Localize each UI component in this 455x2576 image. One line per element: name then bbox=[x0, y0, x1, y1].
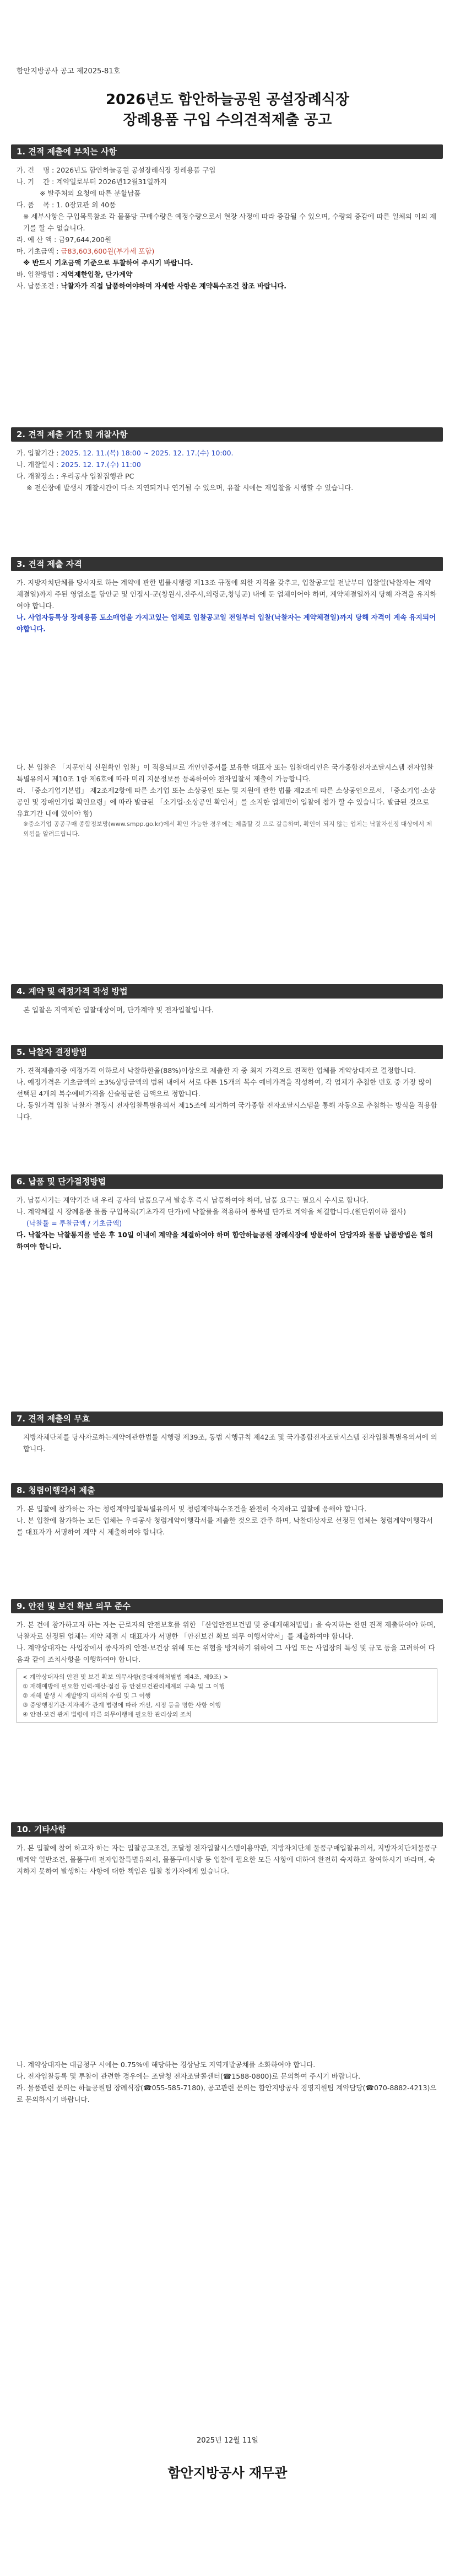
qualification-na: 나. 사업자등록상 장례용품 도소매업을 가지고있는 업체로 입찰공고일 전일부터 입찰(낙찰자는 계약체결일)까지 당해 자격이 계속 유지되어야합니다. bbox=[17, 613, 436, 633]
section-4: 4. 계약 및 예정가격 작성 방법 본 입찰은 지역제한 입찰대상이며, 단가계약 및 전자입찰입니다. bbox=[11, 984, 443, 1016]
section-8: 8. 청렴이행각서 제출 가. 본 입찰에 참가하는 자는 청렴계약입찰특별유의서 및 청렴계약특수조건을 완전히 숙지하고 입찰에 응해야 합니다. 나. 본 입찰에 참가하는 모든 업체는 우리공사 청렴계약이행각서를 제출한 것으로 간주 하며, 낙찰대상자로 선정된 업체는 청렴계약이행각서를 대표자가 서명하여 계약 시 제출하여야 합니다. bbox=[11, 1483, 443, 1538]
section-10: 10. 기타사항 가. 본 입찰에 참여 하고자 하는 자는 입찰공고조건, 조달청 전자입찰시스템이용약관, 지방자치단체 물품구매입찰유의서, 지방자치단체물품구매계약 일반조건, 물품구매 전자입찰특별유의서, 물품구매시방 등 입찰에 필요한 모든 사항에 대하여 완전히 숙지하고 참여하시기 바라며, 숙지하지 못하여 발생하는 사항에 대한 책임은 입찰 참가자에게 있습니다. 나. 계약상대자는 대금청구 시에는 0.75%에 해당하는 경상남도 지역개발공채를 소화하여야 합니다. 다. 전자입찰등록 및 투찰이 관련한 경우에는 조달청 전자조달콜센터(☎1588-0800)로 문의하여 주시기 바랍니다. 라. 물품관련 문의는 하늘공원팀 장례식장(☎055-585-7180), 공고관련 문의는 함안지방공사 경영지원팀 계약담당(☎070-8882-4213)으로 문의하시기 바랍니다. bbox=[11, 1822, 443, 2105]
section-3-heading: 3. 견적 제출 자격 bbox=[11, 557, 443, 571]
section-1-heading: 1. 견적 제출에 부치는 사항 bbox=[11, 144, 443, 159]
page-title-line1: 2026년도 함안하늘공원 공설장례식장 bbox=[105, 92, 350, 108]
section-2-heading: 2. 견적 제출 기간 및 개찰사항 bbox=[11, 427, 443, 442]
base-amount: 금83,603,600원(부가세 포함) bbox=[61, 247, 155, 255]
safety-obligations-box: < 계약상대자의 안전 및 보건 확보 의무사항(중대재해처벌법 제4조, 제9조) > ① 재해예방에 필요한 인력·예산·점검 등 안전보건관리체계의 구축 및 그 이행 ② 재해 발생 시 재발방지 대책의 수립 및 그 이행 ③ 중앙행정기관·지자체가 관계 법령에 따라 개선, 시정 등을 명한 사항 이행 ④ 안전·보건 관계 법령에 따른 의무이행에 필요한 관리상의 조치 bbox=[17, 1668, 437, 1723]
section-6-heading: 6. 납품 및 단가결정방법 bbox=[11, 1174, 443, 1189]
bid-rate-formula: (낙찰률 = 투찰금액 / 기초금액) bbox=[26, 1219, 122, 1227]
page-title-line2: 장례용품 구입 수의견적제출 공고 bbox=[123, 112, 332, 128]
budget-amount: 금97,644,200원 bbox=[58, 235, 112, 244]
section-9-heading: 9. 안전 및 보건 확보 의무 준수 bbox=[11, 1599, 443, 1613]
section-10-heading: 10. 기타사항 bbox=[11, 1822, 443, 1837]
section-5: 5. 낙찰자 결정방법 가. 견적제출자중 예정가격 이하로서 낙찰하한율(88%)이상으로 제출한 자 중 최저 가격으로 견적한 업체를 계약상대자로 결정합니다. 나. 예정가격은 기초금액의 ±3%상당금액의 범위 내에서 서로 다른 15개의 복수 예비가격을 작성하여, 각 업체가 추첨한 번호 중 가장 많이 선택된 4개의 복수예비가격을 산술평균한 금액으로 정합니다. 다. 동일가격 입찰 낙찰자 결정시 전자입찰특별유의서 제15조에 의거하여 국가종합 전자조달시스템을 통해 자동으로 추첨하는 방식을 적용합니다. bbox=[11, 1045, 443, 1123]
opening-datetime: 2025. 12. 17.(수) 11:00 bbox=[61, 460, 141, 469]
section-4-heading: 4. 계약 및 예정가격 작성 방법 bbox=[11, 984, 443, 999]
bid-period: 2025. 12. 11.(목) 18:00 ~ 2025. 12. 17.(수) 10:00. bbox=[61, 449, 234, 457]
section-7-heading: 7. 견적 제출의 무효 bbox=[11, 1412, 443, 1426]
document-number: 함안지방공사 공고 제2025-81호 bbox=[17, 67, 121, 76]
bid-method: 지역제한입찰, 단가계약 bbox=[61, 270, 133, 278]
section-6: 6. 납품 및 단가결정방법 가. 납품시기는 계약기간 내 우리 공사의 납품요구서 발송후 즉시 납품하여야 하며, 납품 요구는 필요시 수시로 합니다. 나. 계약체결 시 장례용품 물품 구입목록(기초가격 단가)에 낙찰률을 적용하여 품목별 단가로 계약을 체결합니다.(원단위이하 절사) (낙찰률 = 투찰금액 / 기초금액) 다. 낙찰자는 낙찰통지를 받은 후 10일 이내에 계약을 체결하여야 하며 함안하늘공원 장례식장에 방문하여 담당자와 물품 납품방법은 협의하여야 합니다. bbox=[11, 1174, 443, 1252]
section-3: 3. 견적 제출 자격 가. 지방자치단체를 당사자로 하는 계약에 관한 법률시행령 제13조 규정에 의한 자격을 갖추고, 입찰공고일 전날부터 입찰일(낙찰자는 계약체결일)까지 주된 영업소를 함안군 및 인접시·군(창원시,진주시,의령군,창녕군) 내에 둔 업체이어야 하며, 계약체결일까지 당해 자격을 유지하여야 합니다. 나. 사업자등록상 장례용품 도소매업을 가지고있는 업체로 입찰공고일 전일부터 입찰(낙찰자는 계약체결일)까지 당해 자격이 계속 유지되어야합니다. 다. 본 입찰은 「지문인식 신원확인 입찰」이 적용되므로 개인인증서를 보유한 대표자 또는 입찰대리인은 국가종합전자조달시스템 전자입찰특별유의서 제10조 1항 제6호에 따라 미리 지문정보를 등록하여야 전자입찰서 제출이 가능합니다. 라. 「중소기업기본법」 제2조제2항에 따른 소기업 또는 소상공인 또는 및 지원에 관한 법률 제2조에 따른 소상공인으로서, 「중소기업·소상공인 및 장애인기업 확인요령」에 따라 발급된 「소기업·소상공인 확인서」를 소지한 업체만이 입찰에 참가 할 수 있습니다. 발급된 것으로 유효기간 내에 있어야 함) ※중소기업 공공구매 종합정보망(www.smpp.go.kr)에서 확인 가능한 경우에는 제출할 것 으로 갈음하며, 확인이 되지 않는 업체는 낙찰자선정 대상에서 제외됨을 알려드립니다. bbox=[11, 557, 443, 839]
contract-period: 계약일로부터 2026년12월31일까지 bbox=[56, 178, 167, 186]
delivery-terms: 낙찰자가 직접 납품하여야하며 자세한 사항은 계약특수조건 참조 바랍니다. bbox=[61, 282, 287, 290]
opening-place: 우리공사 입찰집행관 PC bbox=[61, 472, 134, 480]
issuer-signature: 함안지방공사 재무관 bbox=[167, 2465, 288, 2481]
notice-date: 2025년 12월 11일 bbox=[196, 2437, 259, 2445]
product-list: 1. 0장묘관 외 40품 bbox=[56, 201, 116, 209]
section-9: 9. 안전 및 보건 확보 의무 준수 가. 본 건에 참가하고자 하는 자는 근로자의 안전보호를 위한 「산업안전보건법 및 중대재해처벌법」을 숙지하는 한편 견적 제출하여야 하며, 낙찰자로 선정된 업체는 계약 체결 시 대표자가 서명한 「안전보건 확보 의무 이행서약서」를 제출하여야 합니다. 나. 계약상대자는 사업장에서 종사자의 안전·보건상 위해 또는 위험을 방지하기 위하여 그 사업 또는 사업장의 특성 및 규모 등을 고려하여 다음과 같이 조치사항을 이행하여야 합니다. < 계약상대자의 안전 및 보건 확보 의무사항(중대재해처벌법 제4조, 제9조) > ① 재해예방에 필요한 인력·예산·점검 등 안전보건관리체계의 구축 및 그 이행 ② 재해 발생 시 재발방지 대책의 수립 및 그 이행 ③ 중앙행정기관·지자체가 관계 법령에 따라 개선, 시정 등을 명한 사항 이행 ④ 안전·보건 관계 법령에 따른 의무이행에 필요한 관리상의 조치 bbox=[11, 1599, 443, 1723]
qualification-ra: 라. 「중소기업기본법」 제2조제2항에 따른 소기업 또는 소상공인 또는 및 지원에 관한 법률 제2조에 따른 소상공인으로서, 「중소기업·소상공인 및 장애인기업 확인요령」에 따라 발급된 「소기업·소상공인 확인서」를 소지한 업체만이 입찰에 참가 할 수 있습니다. 발급된 것으로 유효기간 내에 있어야 함) bbox=[17, 786, 436, 818]
section-7: 7. 견적 제출의 무효 지방자체단체를 당사자로하는계약에관한법률 시행령 제39조, 동법 시행규칙 제42조 및 국가종합전자조달시스템 전자입찰특별유의서에 의합니다. bbox=[11, 1412, 443, 1455]
section-8-heading: 8. 청렴이행각서 제출 bbox=[11, 1483, 443, 1498]
qualification-ga: 가. 지방자치단체를 당사자로 하는 계약에 관한 법률시행령 제13조 규정에 의한 자격을 갖추고, 입찰공고일 전날부터 입찰일(낙찰자는 계약체결일)까지 주된 영업소를 함안군 및 인접시·군(창원시,진주시,의령군,창녕군) 내에 둔 업체이어야 하며, 계약체결일까지 당해 자격을 유지하여야 합니다. bbox=[17, 578, 437, 610]
qualification-da: 다. 본 입찰은 「지문인식 신원확인 입찰」이 적용되므로 개인인증서를 보유한 대표자 또는 입찰대리인은 국가종합전자조달시스템 전자입찰특별유의서 제10조 1항 제6호에 따라 미리 지문정보를 등록하여야 전자입찰서 제출이 가능합니다. bbox=[17, 763, 434, 783]
item-name: 2026년도 함안하늘공원 공설장례식장 장례용품 구입 bbox=[56, 166, 216, 174]
section-5-heading: 5. 낙찰자 결정방법 bbox=[11, 1045, 443, 1059]
section-2: 2. 견적 제출 기간 및 개찰사항 가. 입찰기간 : 2025. 12. 11.(목) 18:00 ~ 2025. 12. 17.(수) 10:00. 나. 개찰일시 : 2025. 12. 17.(수) 11:00 다. 개찰장소 : 우리공사 입찰집행관 PC ※ 전산장애 발생시 개찰시간이 다소 지연되거나 연기될 수 있으며, 유찰 시에는 재입찰을 시행할 수 있습니다. bbox=[11, 427, 443, 493]
section-1: 1. 견적 제출에 부치는 사항 가. 건 명 : 2026년도 함안하늘공원 공설장례식장 장례용품 구입 나. 기 간 : 계약일로부터 2026년12월31일까지 ※ 발주처의 요청에 따른 분할납품 다. 품 목 : 1. 0장묘관 외 40품 ※ 세부사항은 구입목록참조 각 물품당 구매수량은 예정수량으로서 현장 사정에 따라 증감될 수 있으며, 수량의 증감에 따른 일체의 이의 제기를 할 수 없습니다. 라. 예 산 액 : 금97,644,200원 마. 기초금액 : 금83,603,600원(부가세 포함) ※ 반드시 기초금액 기준으로 투찰하여 주시기 바랍니다. 바. 입찰방법 : 지역제한입찰, 단가계약 사. 납품조건 : 낙찰자가 직접 납품하여야하며 자세한 사항은 계약특수조건 참조 바랍니다. bbox=[11, 144, 443, 292]
